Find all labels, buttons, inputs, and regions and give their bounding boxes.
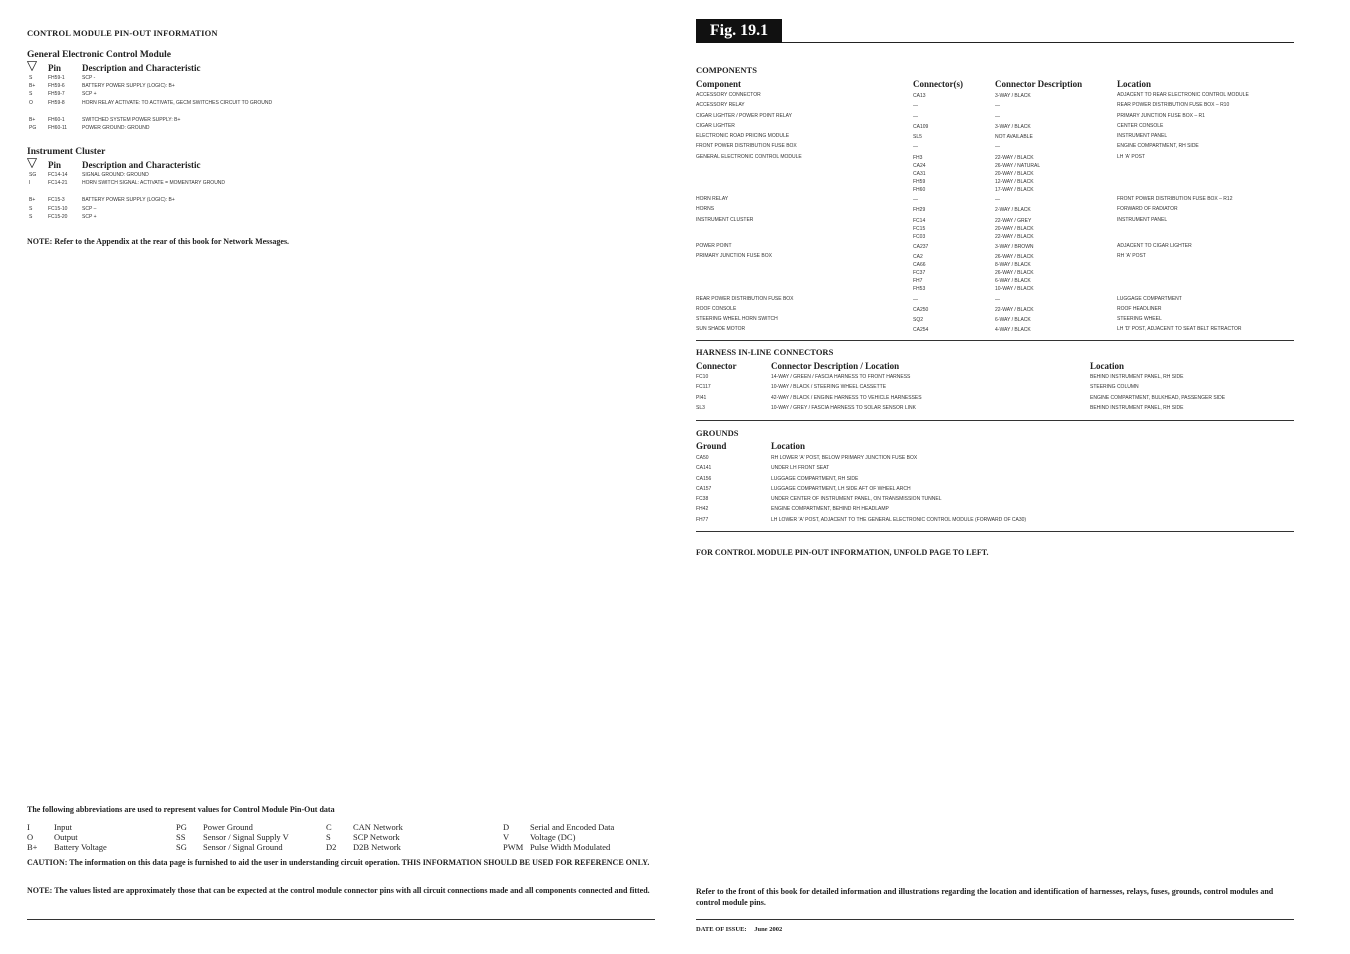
connector-id: CA24	[913, 162, 926, 169]
component-location: LH 'A' POST	[1117, 153, 1146, 160]
harness-header-location: Location	[1090, 361, 1125, 371]
connector-description: 20-WAY / BLACK	[995, 225, 1034, 232]
component-connector-descriptions	[995, 253, 1034, 293]
connector-id: FC37	[913, 270, 926, 277]
component-connector-descriptions	[995, 102, 1000, 110]
pin-number: FC14-14	[48, 172, 68, 178]
pin-row	[27, 206, 655, 214]
component-location: LH 'D' POST, ADJACENT TO SEAT BELT RETRACTOR	[1117, 326, 1242, 333]
pin-description: SWITCHED SYSTEM POWER SUPPLY: B+	[82, 116, 181, 123]
components-header-location: Location	[1117, 79, 1152, 89]
connector-description: 22-WAY / GREY	[995, 217, 1032, 224]
abbreviation-meaning: Input	[54, 822, 72, 832]
pin-description: SCP +	[82, 91, 97, 98]
ground-location: RH LOWER 'A' POST, BELOW PRIMARY JUNCTION FUSE BOX	[771, 455, 918, 461]
ground-location: UNDER CENTER OF INSTRUMENT PANEL, ON TRANSMISSION TUNNEL	[771, 496, 942, 503]
description-column-header: Description and Characteristic	[82, 160, 201, 170]
ground-id: CA141	[696, 465, 712, 472]
harness-connector: PI41	[696, 394, 707, 401]
connector-id: FH59	[913, 178, 926, 185]
component-location: ADJACENT TO CIGAR LIGHTER	[1117, 242, 1192, 249]
module-general-electronic-control-module	[27, 50, 655, 133]
figure-rule	[782, 42, 1294, 43]
component-location: STEERING WHEEL	[1117, 316, 1162, 323]
pin-row	[27, 180, 655, 188]
connector-id: FC15	[913, 225, 926, 232]
abbreviation-item	[326, 832, 476, 842]
abbreviation-meaning: Battery Voltage	[54, 842, 107, 852]
harness-row	[696, 384, 1294, 394]
component-connectors	[913, 154, 926, 194]
component-name: ACCESSORY CONNECTOR	[696, 92, 761, 98]
abbreviation-meaning: Output	[54, 832, 78, 842]
abbreviation-item	[503, 842, 653, 852]
component-row	[696, 316, 1294, 326]
pin-type-code: S	[29, 205, 33, 212]
harness-description: 42-WAY / BLACK / ENGINE HARNESS TO VEHICLE HARNESSES	[771, 394, 922, 401]
component-connectors	[913, 253, 926, 293]
component-location: INSTRUMENT PANEL	[1117, 216, 1168, 223]
pin-row	[27, 75, 655, 83]
connector-description: 17-WAY / BLACK	[995, 186, 1034, 193]
connector-description: 22-WAY / BLACK	[995, 154, 1034, 161]
pin-number: FH60-11	[48, 124, 68, 131]
component-row	[696, 154, 1294, 196]
abbreviation-code: B+	[27, 842, 38, 852]
component-name: CIGAR LIGHTER / POWER POINT RELAY	[696, 112, 792, 119]
abbreviation-code: SG	[176, 842, 187, 852]
abbreviation-meaning: Serial and Encoded Data	[530, 822, 615, 832]
connector-id: FH7	[913, 278, 923, 285]
component-connectors	[913, 196, 918, 204]
grounds-header-location: Location	[771, 441, 806, 451]
component-row	[696, 123, 1294, 133]
connector-description: 26-WAY / NATURAL	[995, 162, 1041, 169]
pin-number: FH59-7	[48, 91, 65, 98]
connector-description: 8-WAY / BLACK	[995, 262, 1031, 269]
harness-description: 14-WAY / GREEN / FASCIA HARNESS TO FRONT HARNESS	[771, 374, 911, 380]
harness-location: ENGINE COMPARTMENT, BULKHEAD, PASSENGER SIDE	[1090, 394, 1226, 401]
component-location: ENGINE COMPARTMENT, RH SIDE	[1117, 143, 1199, 150]
component-row	[696, 196, 1294, 206]
ground-location: UNDER LH FRONT SEAT	[771, 465, 830, 472]
abbreviation-item	[27, 832, 177, 842]
abbreviation-meaning: Sensor / Signal Supply V	[203, 832, 289, 842]
component-name: CIGAR LIGHTER	[696, 122, 735, 129]
ground-row	[696, 486, 1294, 496]
figure-number: Fig. 19.1	[696, 19, 782, 43]
component-name: PRIMARY JUNCTION FUSE BOX	[696, 253, 772, 260]
component-name: SUN SHADE MOTOR	[696, 326, 746, 333]
component-name: GENERAL ELECTRONIC CONTROL MODULE	[696, 153, 802, 160]
pin-description: BATTERY POWER SUPPLY (LOGIC): B+	[82, 197, 175, 204]
component-location: FORWARD OF RADIATOR	[1117, 206, 1178, 213]
harness-description: 10-WAY / GREY / FASCIA HARNESS TO SOLAR SENSOR LINK	[771, 404, 916, 411]
connector-description: NOT AVAILABLE	[995, 134, 1033, 141]
unfold-note: FOR CONTROL MODULE PIN-OUT INFORMATION, UNFOLD PAGE TO LEFT.	[696, 548, 989, 557]
component-connectors	[913, 296, 918, 304]
component-row	[696, 143, 1294, 153]
ground-row	[696, 517, 1294, 527]
component-row	[696, 92, 1294, 102]
component-name: FRONT POWER DISTRIBUTION FUSE BOX	[696, 143, 797, 150]
pin-number: FH60-1	[48, 116, 65, 123]
component-connectors	[913, 102, 918, 110]
connector-description: 22-WAY / BLACK	[995, 233, 1034, 240]
component-connector-descriptions	[995, 296, 1000, 304]
pin-column-header: Pin	[48, 63, 62, 73]
connector-description: —	[995, 296, 1000, 303]
pin-type-code: S	[29, 213, 33, 220]
component-connectors	[913, 143, 918, 151]
connector-id: FH29	[913, 207, 926, 214]
component-connector-descriptions	[995, 243, 1034, 251]
component-name: STEERING WHEEL HORN SWITCH	[696, 316, 778, 323]
component-connectors	[913, 92, 926, 100]
component-location: CENTER CONSOLE	[1117, 122, 1164, 129]
component-connectors	[913, 113, 918, 121]
connector-id: SQ2	[913, 317, 924, 324]
connector-id: FC03	[913, 233, 926, 240]
component-location: INSTRUMENT PANEL	[1117, 133, 1168, 140]
abbreviation-meaning: SCP Network	[353, 832, 400, 842]
ground-row	[696, 506, 1294, 516]
page-title: CONTROL MODULE PIN-OUT INFORMATION	[27, 28, 218, 38]
pin-number: FC15-20	[48, 213, 68, 220]
component-connector-descriptions	[995, 92, 1031, 100]
abbreviation-item	[326, 842, 476, 852]
pin-type-code: SG	[29, 172, 37, 178]
pin-type-code: O	[29, 99, 33, 106]
pin-description: BATTERY POWER SUPPLY (LOGIC): B+	[82, 83, 175, 90]
pin-row	[27, 214, 655, 222]
connector-description: 4-WAY / BLACK	[995, 327, 1031, 334]
component-connectors	[913, 243, 928, 251]
component-location: ROOF HEADLINER	[1117, 305, 1162, 312]
component-connector-descriptions	[995, 306, 1034, 314]
harness-connector: FC117	[696, 384, 711, 391]
right-bottom-rule	[696, 919, 1294, 920]
connector-id: FH3	[913, 154, 923, 161]
pin-number: FH59-1	[48, 75, 65, 81]
component-name: POWER POINT	[696, 242, 732, 249]
harness-row	[696, 374, 1294, 384]
pin-number: FH59-6	[48, 83, 65, 90]
pin-type-code: B+	[29, 116, 36, 123]
connector-id: —	[913, 296, 918, 303]
pin-description: SIGNAL GROUND: GROUND	[82, 172, 149, 178]
connector-id: CA2	[913, 254, 923, 261]
date-of-issue	[696, 926, 782, 933]
harness-rule	[696, 420, 1294, 421]
pin-type-triangle-icon	[27, 61, 37, 71]
connector-description: —	[995, 144, 1000, 151]
component-row	[696, 296, 1294, 306]
connector-description: 22-WAY / BLACK	[995, 306, 1034, 313]
abbreviation-code: V	[503, 832, 510, 842]
abbreviation-code: I	[27, 822, 30, 832]
component-name: ROOF CONSOLE	[696, 305, 737, 312]
abbreviation-meaning: CAN Network	[353, 822, 403, 832]
harness-description: 10-WAY / BLACK / STEERING WHEEL CASSETTE	[771, 384, 887, 391]
component-row	[696, 217, 1294, 243]
connector-id: CA237	[913, 243, 929, 250]
connector-id: —	[913, 197, 918, 204]
component-connector-descriptions	[995, 123, 1031, 131]
connector-id: FH60	[913, 186, 926, 193]
ground-id: CA156	[696, 475, 712, 482]
connector-description: 3-WAY / BLACK	[995, 93, 1031, 99]
connector-id: CA250	[913, 306, 929, 313]
component-connector-descriptions	[995, 326, 1031, 334]
date-of-issue-value: June 2002	[754, 926, 783, 933]
connector-id: CA31	[913, 170, 926, 177]
refer-note: Refer to the front of this book for detailed information and illustrations regarding the location and identification of harnesses, relays, fuses, grounds, control modules and control module pins.	[696, 887, 1274, 907]
abbreviation-item	[503, 822, 653, 832]
ground-id: CA157	[696, 485, 712, 492]
pin-row	[27, 197, 655, 205]
connector-id: FH53	[913, 286, 926, 293]
ground-id: FH42	[696, 506, 709, 513]
pin-description: SCP +	[82, 213, 97, 220]
component-name: INSTRUMENT CLUSTER	[696, 216, 754, 223]
harness-row	[696, 405, 1294, 415]
abbreviation-item	[503, 832, 653, 842]
connector-id: —	[913, 144, 918, 151]
pin-type-code: I	[29, 180, 31, 187]
connector-description: —	[995, 103, 1000, 110]
connector-id: —	[913, 113, 918, 120]
abbreviation-meaning: Power Ground	[203, 822, 253, 832]
note-network-messages: NOTE: Refer to the Appendix at the rear of this book for Network Messages.	[27, 237, 290, 246]
pin-number: FC15-10	[48, 205, 68, 212]
connector-id: CA109	[913, 123, 929, 130]
component-row	[696, 253, 1294, 295]
connector-description: —	[995, 197, 1000, 204]
connector-description: —	[995, 113, 1000, 120]
component-row	[696, 326, 1294, 336]
pin-number: FC14-21	[48, 180, 68, 187]
component-name: HORNS	[696, 206, 715, 213]
pin-description: SCP –	[82, 205, 97, 212]
component-row	[696, 113, 1294, 123]
ground-id: FH77	[696, 516, 709, 523]
components-title: COMPONENTS	[696, 65, 757, 75]
component-row	[696, 133, 1294, 143]
note-values-text: NOTE: The values listed are approximately those that can be expected at the control module connector pins with all circuit connections made and all components connected and fitted.	[27, 886, 650, 895]
connector-id: CA66	[913, 262, 926, 269]
component-location: ADJACENT TO REAR ELECTRONIC CONTROL MODULE	[1117, 92, 1249, 98]
pin-table-header	[27, 159, 655, 172]
abbreviations-intro: The following abbreviations are used to represent values for Control Module Pin-Out data	[27, 805, 335, 814]
abbreviation-item	[176, 842, 326, 852]
harness-location: BEHIND INSTRUMENT PANEL, RH SIDE	[1090, 374, 1184, 380]
connector-description: 2-WAY / BLACK	[995, 207, 1031, 214]
module-instrument-cluster	[27, 147, 655, 222]
pin-group-gap	[27, 108, 655, 117]
left-bottom-rule	[27, 919, 655, 920]
pin-type-code: B+	[29, 83, 36, 90]
connector-id: —	[913, 103, 918, 110]
pin-row	[27, 172, 655, 180]
harness-row	[696, 395, 1294, 405]
component-connectors	[913, 123, 928, 131]
grounds-table	[696, 455, 1294, 527]
connector-description: 26-WAY / BLACK	[995, 254, 1034, 261]
pin-row	[27, 125, 655, 133]
component-connector-descriptions	[995, 154, 1040, 194]
module-title: General Electronic Control Module	[27, 50, 171, 60]
connector-description: 6-WAY / BLACK	[995, 278, 1031, 285]
abbreviation-meaning: Pulse Width Modulated	[530, 842, 611, 852]
pin-row	[27, 117, 655, 125]
component-row	[696, 206, 1294, 216]
harness-connector: FC10	[696, 374, 709, 380]
ground-row	[696, 476, 1294, 486]
component-connector-descriptions	[995, 196, 1000, 204]
date-of-issue-label: DATE OF ISSUE:	[696, 926, 747, 933]
connector-description: 26-WAY / BLACK	[995, 270, 1034, 277]
component-connector-descriptions	[995, 217, 1034, 241]
pin-type-triangle-icon	[27, 158, 37, 168]
caution-text: CAUTION: The information on this data page is furnished to aid the user in understanding circuit operation. THIS INFORMATION SHOULD BE USED FOR REFERENCE ONLY.	[27, 858, 650, 867]
ground-row	[696, 496, 1294, 506]
component-location: REAR POWER DISTRIBUTION FUSE BOX – R10	[1117, 102, 1230, 109]
description-column-header: Description and Characteristic	[82, 63, 201, 73]
abbreviation-meaning: Sensor / Signal Ground	[203, 842, 283, 852]
ground-location: LH LOWER 'A' POST, ADJACENT TO THE GENERAL ELECTRONIC CONTROL MODULE (FORWARD OF CA30)	[771, 516, 1027, 523]
component-location: LUGGAGE COMPARTMENT	[1117, 295, 1182, 302]
component-location: FRONT POWER DISTRIBUTION FUSE BOX – R12	[1117, 196, 1233, 203]
pin-row	[27, 83, 655, 91]
harness-header-connector: Connector	[696, 361, 737, 371]
pin-description: SCP -	[82, 75, 96, 81]
connector-description: 20-WAY / BLACK	[995, 170, 1034, 177]
component-connectors	[913, 326, 928, 334]
connector-description: 3-WAY / BROWN	[995, 243, 1034, 250]
pin-row	[27, 91, 655, 99]
ground-location: LUGGAGE COMPARTMENT, RH SIDE	[771, 475, 859, 482]
component-connector-descriptions	[995, 316, 1031, 324]
abbreviation-item	[27, 842, 177, 852]
component-connector-descriptions	[995, 206, 1031, 214]
components-header-component: Component	[696, 79, 742, 89]
abbreviation-item	[27, 822, 177, 832]
components-table	[696, 92, 1294, 337]
pin-type-code: PG	[29, 124, 37, 131]
ground-row	[696, 455, 1294, 465]
pin-description: HORN SWITCH SIGNAL: ACTIVATE = MOMENTARY GROUND	[82, 180, 226, 187]
connector-description: 10-WAY / BLACK	[995, 286, 1034, 293]
connector-id: CA254	[913, 327, 929, 334]
component-connector-descriptions	[995, 113, 1000, 121]
component-connectors	[913, 316, 923, 324]
components-rule	[696, 340, 1294, 341]
components-header-connector-description: Connector Description	[995, 79, 1083, 89]
abbreviations-table	[27, 822, 655, 854]
abbreviation-code: SS	[176, 832, 186, 842]
connector-description: 6-WAY / BLACK	[995, 317, 1031, 324]
components-header-connectors: Connector(s)	[913, 79, 963, 89]
abbreviation-code: O	[27, 832, 34, 842]
pin-description: HORN RELAY ACTIVATE: TO ACTIVATE, GECM SWITCHES CIRCUIT TO GROUND	[82, 99, 273, 106]
harness-location: STEERING COLUMN	[1090, 384, 1139, 391]
harness-title: HARNESS IN-LINE CONNECTORS	[696, 347, 834, 357]
pin-row	[27, 100, 655, 108]
abbreviation-code: C	[326, 822, 332, 832]
pin-number: FC15-3	[48, 197, 65, 204]
pin-number: FH59-8	[48, 99, 65, 106]
harness-connector: SL3	[696, 404, 705, 411]
pin-column-header: Pin	[48, 160, 62, 170]
component-connector-descriptions	[995, 143, 1000, 151]
component-name: HORN RELAY	[696, 196, 729, 203]
grounds-header-ground: Ground	[696, 441, 727, 451]
grounds-title: GROUNDS	[696, 428, 739, 438]
module-title: Instrument Cluster	[27, 147, 106, 157]
pin-type-code: S	[29, 75, 33, 81]
component-connector-descriptions	[995, 133, 1033, 141]
component-row	[696, 102, 1294, 112]
abbreviation-code: PWM	[503, 842, 524, 852]
ground-id: FC38	[696, 496, 709, 503]
abbreviation-code: D	[503, 822, 510, 832]
grounds-rule	[696, 531, 1294, 532]
connector-description: 3-WAY / BLACK	[995, 123, 1031, 130]
abbreviation-item	[176, 832, 326, 842]
component-name: ACCESSORY RELAY	[696, 102, 745, 109]
harness-table	[696, 374, 1294, 415]
component-connectors	[913, 306, 928, 314]
component-connectors	[913, 217, 925, 241]
abbreviation-code: S	[326, 832, 331, 842]
harness-location: BEHIND INSTRUMENT PANEL, RH SIDE	[1090, 404, 1184, 411]
harness-header-description: Connector Description / Location	[771, 361, 900, 371]
component-name: REAR POWER DISTRIBUTION FUSE BOX	[696, 295, 794, 302]
abbreviation-meaning: Voltage (DC)	[530, 832, 576, 842]
connector-id: FC14	[913, 217, 926, 224]
component-location: RH 'A' POST	[1117, 253, 1146, 260]
pin-type-code: S	[29, 91, 33, 98]
ground-id: CA50	[696, 455, 709, 461]
component-location: PRIMARY JUNCTION FUSE BOX – R1	[1117, 112, 1205, 119]
abbreviation-item	[326, 822, 476, 832]
component-row	[696, 243, 1294, 253]
ground-row	[696, 465, 1294, 475]
abbreviation-meaning: D2B Network	[353, 842, 401, 852]
connector-description: 12-WAY / BLACK	[995, 178, 1034, 185]
pin-group-gap	[27, 188, 655, 197]
component-row	[696, 306, 1294, 316]
connector-id: SL5	[913, 134, 922, 141]
abbreviation-item	[176, 822, 326, 832]
ground-location: LUGGAGE COMPARTMENT, LH SIDE AFT OF WHEEL ARCH	[771, 485, 911, 492]
ground-location: ENGINE COMPARTMENT, BEHIND RH HEADLAMP	[771, 506, 889, 513]
pin-type-code: B+	[29, 197, 36, 204]
connector-id: CA13	[913, 93, 926, 99]
pin-table-header	[27, 62, 655, 75]
component-name: ELECTRONIC ROAD PRICING MODULE	[696, 133, 790, 140]
abbreviation-code: D2	[326, 842, 337, 852]
pin-description: POWER GROUND: GROUND	[82, 124, 150, 131]
component-connectors	[913, 206, 925, 214]
abbreviation-code: PG	[176, 822, 187, 832]
component-connectors	[913, 133, 922, 141]
